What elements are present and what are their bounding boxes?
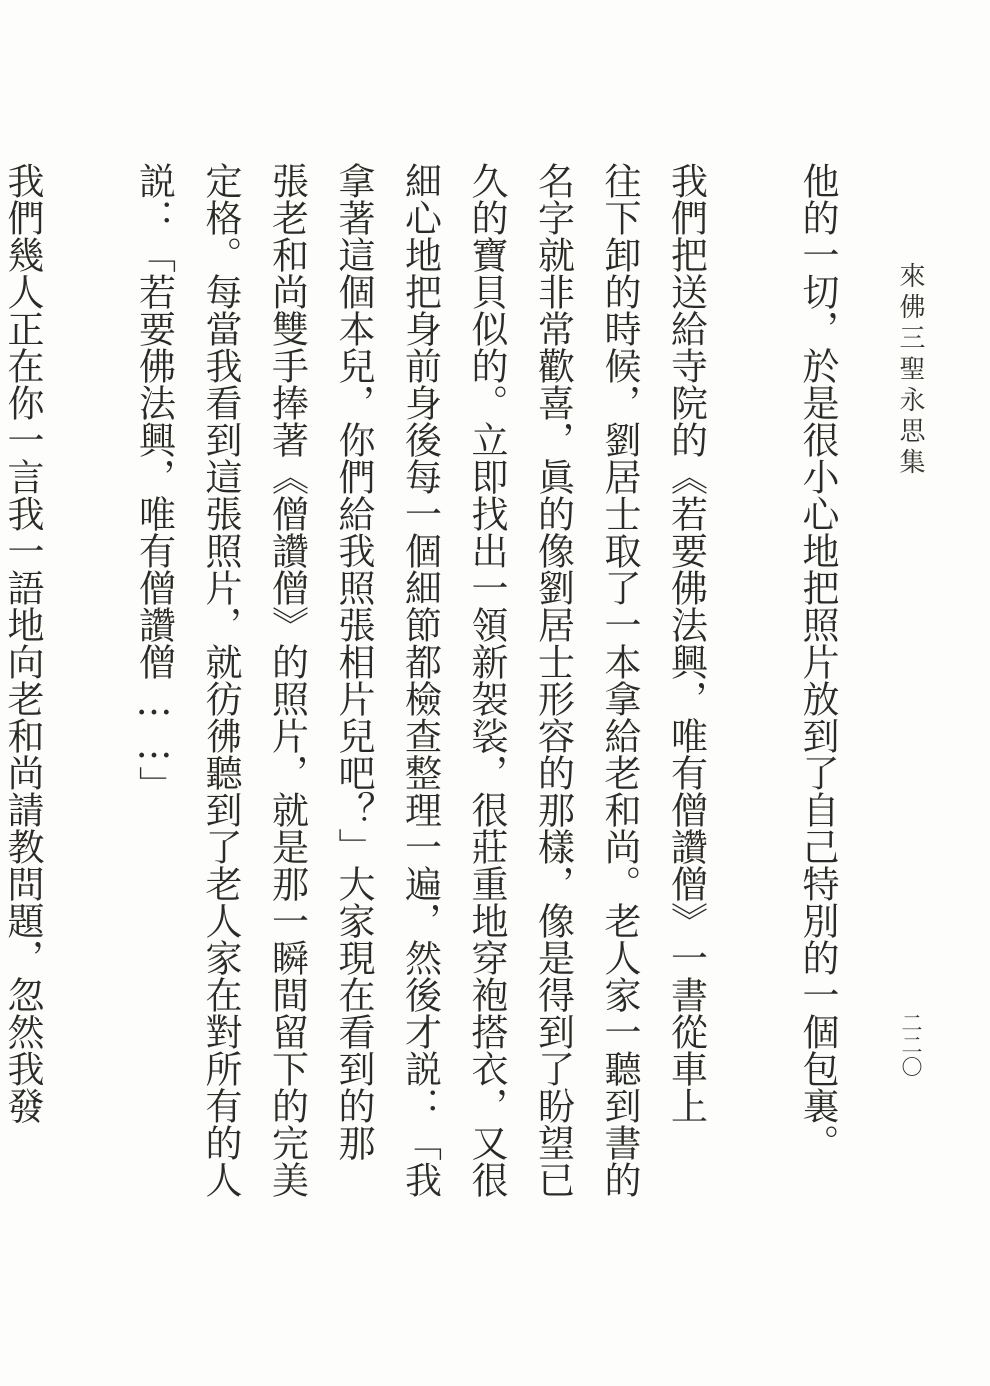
text-column-8: 張老和尚雙手捧著《僧讚僧》的照片，就是那一瞬間留下的完美 [265, 162, 309, 1198]
text-column-7: 拿著這個本兒，你們給我照張相片兒吧？」大家現在看到的那 [332, 162, 375, 1161]
text-column-4: 名字就非常歡喜，眞的像劉居士形容的那樣，像是得到了盼望已 [531, 162, 575, 1198]
running-title: 來佛三聖永思集 [895, 262, 925, 479]
text-column-2: 我們把送給寺院的《若要佛法興，唯有僧讚僧》一書從車上 [664, 162, 708, 1124]
text-column-10: 説：「若要佛法興，唯有僧讚僧……」 [132, 162, 176, 803]
text-column-3: 往下卸的時候，劉居士取了一本拿給老和尚。老人家一聽到書的 [598, 162, 641, 1198]
text-column-11: 我們幾人正在你一言我一語地向老和尚請教問題，忽然我發 [1, 162, 44, 1124]
text-column-1: 他的一切，於是很小心地把照片放到了自己特別的一個包裏。 [796, 162, 839, 1161]
page-number: 二二〇 [899, 1012, 923, 1078]
text-column-5: 久的寶貝似的。立即找出一領新袈裟，很莊重地穿袍搭衣，又很 [465, 162, 508, 1198]
text-column-6: 細心地把身前身後每一個細節都檢查整理一遍，然後才説：「我 [398, 162, 442, 1198]
text-column-9: 定格。每當我看到這張照片，就彷彿聽到了老人家在對所有的人 [199, 162, 242, 1198]
body-text [0, 162, 850, 1292]
